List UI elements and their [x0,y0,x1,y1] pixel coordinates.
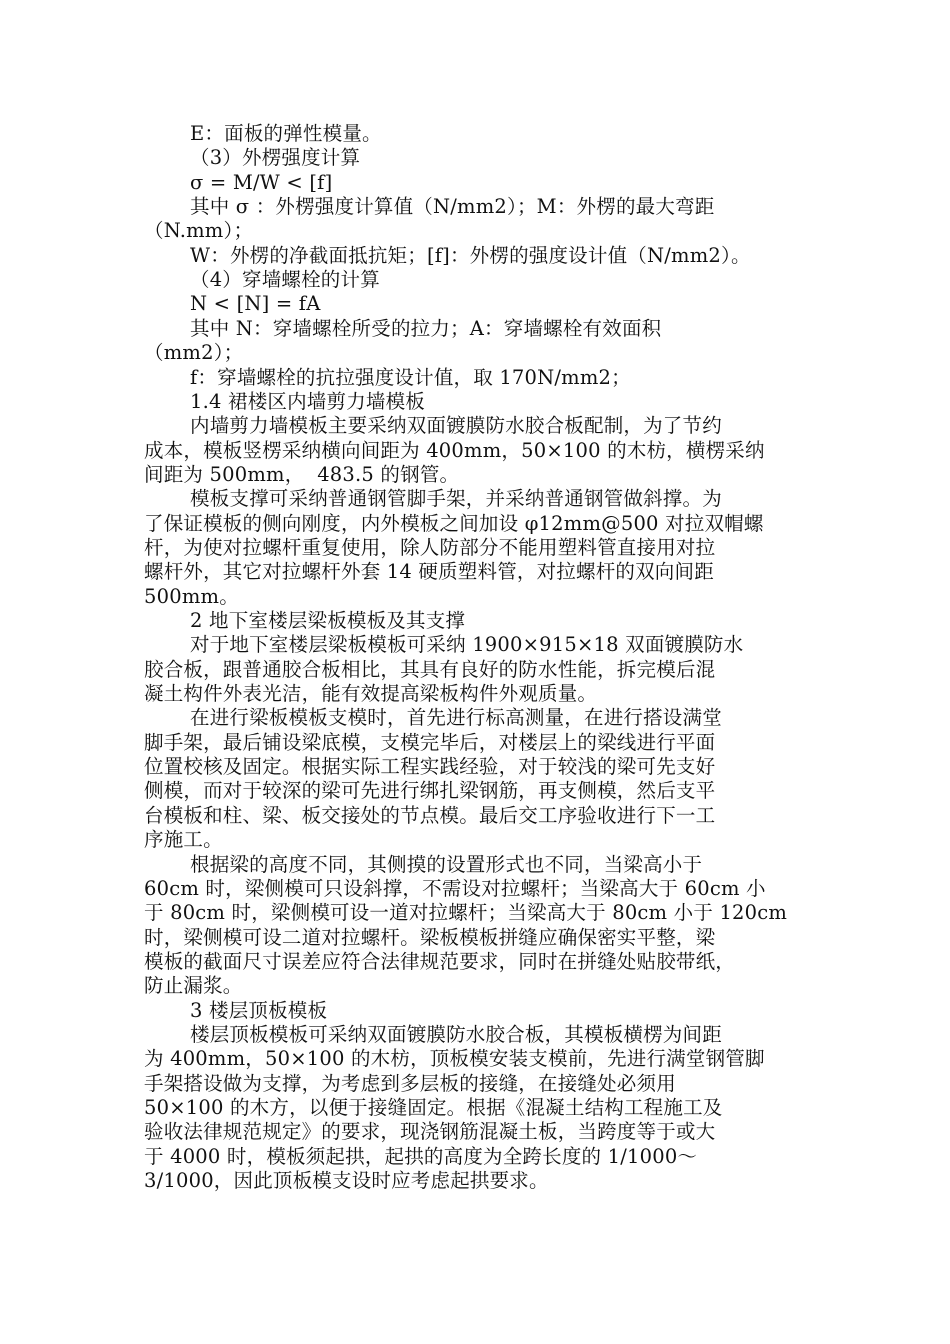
text-line: 对于地下室楼层梁板模板可采纳 1900×915×18 双面镀膜防水 [190,633,744,656]
text-line: 手架搭设做为支撑，为考虑到多层板的接缝，在接缝处必须用 [144,1072,676,1095]
text-line: 2 地下室楼层梁板模板及其支撑 [190,609,466,632]
text-line: 脚手架，最后铺设梁底模，支模完毕后，对楼层上的梁线进行平面 [144,731,716,754]
text-line: N < [N] = fA [190,292,321,315]
text-line: （N.mm）； [144,219,254,242]
text-line: W：外楞的净截面抵抗矩；[f]：外楞的强度设计值（N/mm2）。 [190,244,751,267]
text-line: f：穿墙螺栓的抗拉强度设计值，取 170N/mm2； [190,366,631,389]
text-line: 了保证模板的侧向刚度，内外模板之间加设 φ12mm@500 对拉双帽螺 [144,512,764,535]
text-line: 3/1000，因此顶板模支设时应考虑起拱要求。 [144,1169,549,1192]
text-line: 成本，模板竖楞采纳横向间距为 400mm，50×100 的木枋，横楞采纳 [144,439,765,462]
text-line: 验收法律规范规定》的要求，现浇钢筋混凝土板，当跨度等于或大 [144,1120,716,1143]
text-line: 根据梁的高度不同，其侧摸的设置形式也不同，当梁高小于 [190,853,703,876]
text-line: 500mm。 [144,585,239,608]
text-line: 胶合板，跟普通胶合板相比，其具有良好的防水性能，拆完模后混 [144,658,716,681]
text-line: 其中 σ ：外楞强度计算值（N/mm2）；M：外楞的最大弯距 [190,195,715,218]
text-line: 其中 N：穿墙螺栓所受的拉力；A：穿墙螺栓有效面积 [190,317,662,340]
text-line: （4）穿墙螺栓的计算 [190,268,380,291]
text-line: 3 楼层顶板模板 [190,999,328,1022]
text-line: 楼层顶板模板可采纳双面镀膜防水胶合板，其模板横楞为间距 [190,1023,722,1046]
text-line: 凝土构件外表光洁，能有效提高梁板构件外观质量。 [144,682,598,705]
text-line: （3）外楞强度计算 [190,146,361,169]
text-line: 台模板和柱、梁、板交接处的节点模。最后交工序验收进行下一工 [144,804,716,827]
text-line: 防止漏浆。 [144,974,243,997]
text-line: 时，梁侧模可设二道对拉螺杆。梁板模板拼缝应确保密实平整，梁 [144,926,716,949]
text-line: 为 400mm，50×100 的木枋，顶板模安装支模前，先进行满堂钢管脚 [144,1047,765,1070]
text-line: 50×100 的木方，以便于接缝固定。根据《混凝土结构工程施工及 [144,1096,723,1119]
text-line: 1.4 裙楼区内墙剪力墙模板 [190,390,426,413]
text-line: 于 80cm 时，梁侧模可设一道对拉螺杆；当梁高大于 80cm 小于 120cm [144,901,788,924]
text-line: 序施工。 [144,828,223,851]
text-line: 间距为 500mm， 483.5 的钢管。 [144,463,460,486]
text-line: 杆，为使对拉螺杆重复使用，除人防部分不能用塑料管直接用对拉 [144,536,716,559]
text-line: σ = M/W < [f] [190,171,333,194]
text-line: 在进行梁板模板支模时，首先进行标高测量，在进行搭设满堂 [190,706,722,729]
text-line: 内墙剪力墙模板主要采纳双面镀膜防水胶合板配制，为了节约 [190,414,722,437]
text-line: 模板支撑可采纳普通钢管脚手架，并采纳普通钢管做斜撑。为 [190,487,722,510]
text-line: 模板的截面尺寸误差应符合法律规范要求，同时在拼缝处贴胶带纸， [144,950,736,973]
text-line: 60cm 时，梁侧模可只设斜撑，不需设对拉螺杆；当梁高大于 60cm 小 [144,877,766,900]
text-line: 侧模，而对于较深的梁可先进行绑扎梁钢筋，再支侧模，然后支平 [144,779,716,802]
text-line: 位置校核及固定。根据实际工程实践经验，对于较浅的梁可先支好 [144,755,716,778]
text-line: （mm2）； [144,341,244,364]
text-line: E：面板的弹性模量。 [190,122,382,145]
text-line: 螺杆外，其它对拉螺杆外套 14 硬质塑料管，对拉螺杆的双向间距 [144,560,714,583]
text-line: 于 4000 时，模板须起拱，起拱的高度为全跨长度的 1/1000～ [144,1145,698,1168]
